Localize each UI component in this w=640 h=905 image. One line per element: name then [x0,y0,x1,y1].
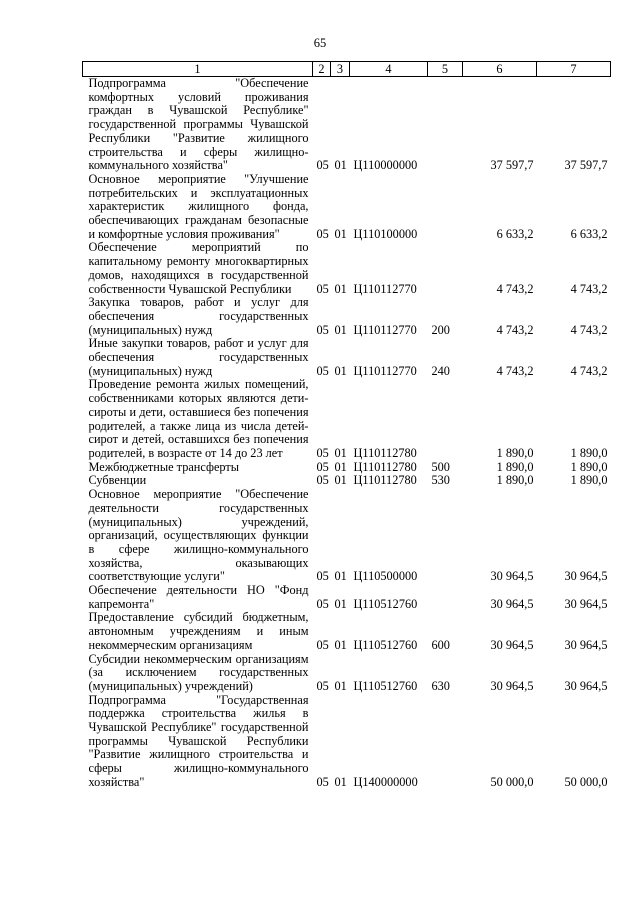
row-sum-2: 4 743,2 [570,322,608,337]
row-subsection: 01 [334,322,347,337]
row-name: Межбюджетные трансферты [88,459,240,474]
header-cell: 1 [83,62,313,77]
row-sum-2: 6 633,2 [570,226,608,241]
row-sum-2: 50 000,0 [564,774,608,789]
row-target-article: Ц140000000 [353,774,418,789]
row-subsection: 01 [334,774,347,789]
table-row [83,694,611,790]
table-row [83,241,611,296]
header-cell: 3 [331,62,350,77]
row-sum-1: 4 743,2 [496,322,534,337]
row-expense-type: 530 [431,473,450,488]
row-sum-1: 1 890,0 [496,445,534,460]
row-sum-2: 30 964,5 [564,569,608,584]
table-row [83,337,611,378]
budget-table [82,61,611,790]
row-sum-1: 37 597,7 [490,158,534,173]
table-row [83,653,611,694]
row-sum-2: 1 890,0 [570,473,608,488]
row-subsection: 01 [334,281,347,296]
page-number: 65 [313,36,327,50]
row-sum-2: 4 743,2 [570,281,608,296]
table-row [83,296,611,337]
row-name: Субвенции [88,473,147,488]
row-target-article: Ц110000000 [353,158,418,173]
row-target-article: Ц110512760 [353,637,418,652]
row-section: 05 [316,774,329,789]
row-subsection: 01 [334,445,347,460]
row-sum-2: 37 597,7 [564,158,608,173]
header-cell: 6 [463,62,537,77]
row-name: Закупка товаров, работ и услуг для обеспечения государственных (муниципальных) нужд [88,295,309,337]
row-section: 05 [316,637,329,652]
row-target-article: Ц110112770 [353,281,417,296]
row-subsection: 01 [334,596,347,611]
row-sum-1: 30 964,5 [490,569,534,584]
row-section: 05 [316,322,329,337]
row-target-article: Ц110112780 [353,473,417,488]
row-name: Субсидии некоммерческим организациям (за исключением государственных (муниципальных) учреждений) [88,651,309,693]
table-body [83,77,611,790]
row-section: 05 [316,226,329,241]
header-cell: 2 [313,62,331,77]
row-target-article: Ц110100000 [353,226,418,241]
table-row [83,173,611,242]
table-row [83,77,611,173]
row-subsection: 01 [334,569,347,584]
row-expense-type [428,378,463,460]
row-name: Подпрограмма "Государственная поддержка строительства жилья в Чувашской Республике" государственной программы Чувашской Республики "Развитие жилищного строительства и сферы жилищно-коммунального хозяйства" [88,692,309,789]
row-sum-1: 30 964,5 [490,678,534,693]
row-expense-type: 200 [431,322,450,337]
row-target-article: Ц110112780 [353,445,417,460]
row-subsection: 01 [334,363,347,378]
row-sum-1: 30 964,5 [490,596,534,611]
row-expense-type [428,173,463,242]
table-row [83,474,611,488]
row-expense-type: 600 [431,637,450,652]
header-row [83,62,611,77]
row-sum-2: 1 890,0 [570,459,608,474]
row-expense-type [428,241,463,296]
row-subsection: 01 [334,226,347,241]
row-sum-1: 1 890,0 [496,459,534,474]
table-row [83,461,611,475]
row-name: Обеспечение деятельности НО "Фонд капремонта" [88,583,309,611]
row-expense-type: 630 [431,678,450,693]
row-sum-1: 50 000,0 [490,774,534,789]
row-section: 05 [316,445,329,460]
row-sum-2: 30 964,5 [564,678,608,693]
row-expense-type [428,584,463,611]
row-sum-2: 1 890,0 [570,445,608,460]
row-sum-2: 30 964,5 [564,637,608,652]
row-section: 05 [316,459,329,474]
row-name: Подпрограмма "Обеспечение комфортных условий проживания граждан в Чувашской Республике" государственной программы Чувашской Республики "Развитие жилищного строительства и сферы жилищно-коммунального хозяйства" [88,76,309,173]
row-target-article: Ц110112770 [353,363,417,378]
row-name: Основное мероприятие "Улучшение потребительских и эксплуатационных характеристик жилищного фонда, обеспечивающих гражданам безопасные и комфортные условия проживания" [88,171,309,241]
row-subsection: 01 [334,473,347,488]
row-target-article: Ц110512760 [353,596,418,611]
row-expense-type [428,488,463,584]
table-row [83,488,611,584]
row-section: 05 [316,281,329,296]
row-section: 05 [316,596,329,611]
row-target-article: Ц110500000 [353,569,418,584]
row-name: Проведение ремонта жилых помещений, собственниками которых являются дети-сироты и дети, оставшиеся без попечения родителей, а также лица из числа детей-сирот и детей, оставшихся без попечения родителей, в возрасте от 14 до 23 лет [88,377,309,460]
row-expense-type: 500 [431,459,450,474]
row-section: 05 [316,363,329,378]
row-subsection: 01 [334,678,347,693]
row-sum-1: 1 890,0 [496,473,534,488]
row-name: Основное мероприятие "Обеспечение деятельности государственных (муниципальных) учреждений, организаций, осуществляющих функции в сфере жилищно-коммунального хозяйства, оказывающих соответствующие услуги" [88,487,309,584]
row-sum-1: 30 964,5 [490,637,534,652]
row-target-article: Ц110112770 [353,322,417,337]
header-cell: 7 [537,62,611,77]
row-target-article: Ц110112780 [353,459,417,474]
row-subsection: 01 [334,158,347,173]
row-section: 05 [316,678,329,693]
row-section: 05 [316,158,329,173]
row-subsection: 01 [334,637,347,652]
table-row [83,378,611,460]
row-section: 05 [316,569,329,584]
row-target-article: Ц110512760 [353,678,418,693]
row-name: Иные закупки товаров, работ и услуг для обеспечения государственных (муниципальных) нужд [88,336,309,378]
row-sum-2: 4 743,2 [570,363,608,378]
header-cell: 4 [350,62,428,77]
row-expense-type [428,694,463,790]
row-sum-1: 4 743,2 [496,281,534,296]
row-name: Предоставление субсидий бюджетным, автономным учреждениям и иным некоммерческим организациям [88,610,309,652]
row-name: Обеспечение мероприятий по капитальному ремонту многоквартирных домов, находящихся в государственной собственности Чувашской Республики [88,240,309,296]
row-sum-1: 4 743,2 [496,363,534,378]
row-sum-2: 30 964,5 [564,596,608,611]
row-expense-type: 240 [431,363,450,378]
header-cell: 5 [428,62,463,77]
table-row [83,611,611,652]
row-expense-type [428,77,463,173]
row-sum-1: 6 633,2 [496,226,534,241]
row-subsection: 01 [334,459,347,474]
table-row [83,584,611,611]
row-section: 05 [316,473,329,488]
